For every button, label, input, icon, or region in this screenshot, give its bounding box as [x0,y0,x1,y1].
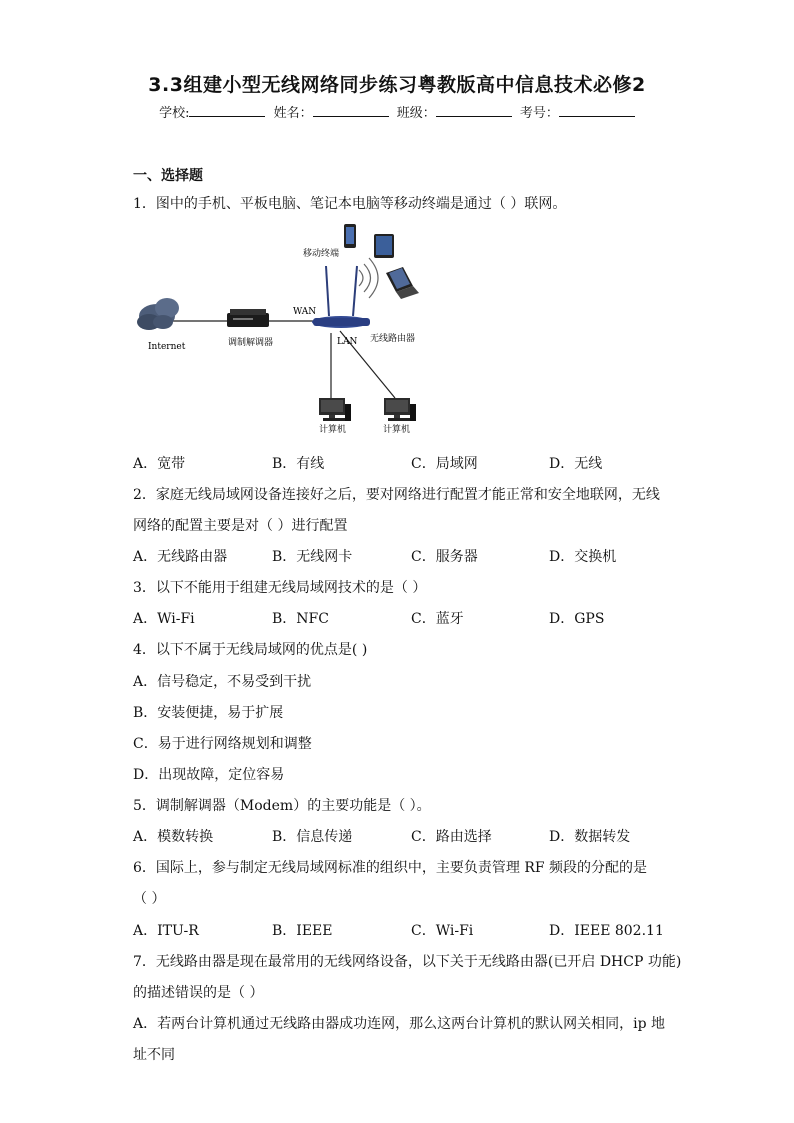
q2-option-a[interactable]: A．无线路由器 [133,549,228,565]
lan-label: LAN [337,337,358,347]
q3-option-a[interactable]: A．Wi-Fi [133,611,195,627]
class-blank [436,104,512,117]
class-label: 班级： [396,106,436,121]
student-info [0,102,794,121]
q4-option-b[interactable]: B．安装便捷，易于扩展 [133,705,284,721]
q6-options [133,920,693,940]
q2-options [133,546,693,566]
laptop-icon [386,267,419,299]
q6-option-a[interactable]: A．ITU-R [133,923,199,939]
q5-option-d[interactable]: D．数据转发 [549,829,631,845]
page-title: 3.3组建小型无线网络同步练习粤教版高中信息技术必修2 [148,74,646,96]
q3-option-b[interactable]: B．NFC [272,611,329,627]
wan-label: WAN [293,307,317,317]
q1-options [133,453,693,473]
wireless-router-icon [312,266,370,328]
mobile-terminal-label: 移动终端 [303,249,340,259]
q1-option-d[interactable]: D．无线 [549,456,603,472]
q6-option-c[interactable]: C．Wi-Fi [411,923,474,939]
q4-option-d[interactable]: D．出现故障，定位容易 [133,767,285,783]
internet-label: Internet [148,342,186,352]
wireless-signal-icon [359,258,378,298]
number-label: 考号： [519,106,559,121]
internet-cloud-icon [137,298,179,330]
q3-option-d[interactable]: D．GPS [549,611,605,627]
name-blank [313,104,389,117]
q1-stem: 1．图中的手机、平板电脑、笔记本电脑等移动终端是通过（ ）联网。 [133,196,567,212]
computer-label-1: 计算机 [319,425,347,435]
q2-stem-line2: 网络的配置主要是对（ ）进行配置 [133,518,348,534]
q7-option-a-line2[interactable]: 址不同 [133,1047,175,1063]
q2-stem-line1: 2．家庭无线局域网设备连接好之后，要对网络进行配置才能正常和安全地联网，无线 [133,487,660,503]
q4-stem: 4．以下不属于无线局域网的优点是( ) [133,642,368,658]
q5-option-a[interactable]: A．模数转换 [133,829,214,845]
q1-option-a[interactable]: A．宽带 [133,456,186,472]
q4-option-a[interactable]: A．信号稳定，不易受到干扰 [133,674,312,690]
computer-label-2: 计算机 [383,425,411,435]
tablet-icon [374,234,394,258]
q2-option-b[interactable]: B．无线网卡 [272,549,353,565]
q7-stem-line1: 7．无线路由器是现在最常用的无线网络设备，以下关于无线路由器(已开启 DHCP 功能) [133,954,682,970]
q6-stem-line2: （ ） [133,891,166,907]
computer-icon [319,398,351,421]
network-diagram [133,218,433,438]
name-label: 姓名： [273,106,313,121]
q5-stem: 5．调制解调器（Modem）的主要功能是（ ）。 [133,798,431,814]
modem-icon [227,309,269,327]
q5-option-b[interactable]: B．信息传递 [272,829,353,845]
number-blank [559,104,635,117]
school-label: 学校: [159,106,190,121]
router-label: 无线路由器 [370,334,416,344]
q3-option-c[interactable]: C．蓝牙 [411,611,464,627]
q5-options [133,826,693,846]
q3-stem: 3．以下不能用于组建无线局域网技术的是（ ） [133,580,427,596]
phone-icon [344,224,356,248]
modem-label: 调制解调器 [228,338,274,348]
school-blank [189,104,265,117]
q5-option-c[interactable]: C．路由选择 [411,829,492,845]
q6-stem-line1: 6．国际上，参与制定无线局域网标准的组织中，主要负责管理 RF 频段的分配的是 [133,860,648,876]
section-heading: 一、选择题 [133,168,203,184]
q1-option-b[interactable]: B．有线 [272,456,325,472]
q1-option-c[interactable]: C．局域网 [411,456,478,472]
q2-option-d[interactable]: D．交换机 [549,549,617,565]
q6-option-b[interactable]: B．IEEE [272,923,333,939]
q6-option-d[interactable]: D．IEEE 802.11 [549,923,664,939]
q7-stem-line2: 的描述错误的是（ ） [133,985,264,1001]
q2-option-c[interactable]: C．服务器 [411,549,478,565]
q3-options [133,608,693,628]
computer-icon [384,398,416,421]
q4-option-c[interactable]: C．易于进行网络规划和调整 [133,736,312,752]
q7-option-a-line1[interactable]: A．若两台计算机通过无线路由器成功连网，那么这两台计算机的默认网关相同，ip 地 [133,1016,665,1032]
